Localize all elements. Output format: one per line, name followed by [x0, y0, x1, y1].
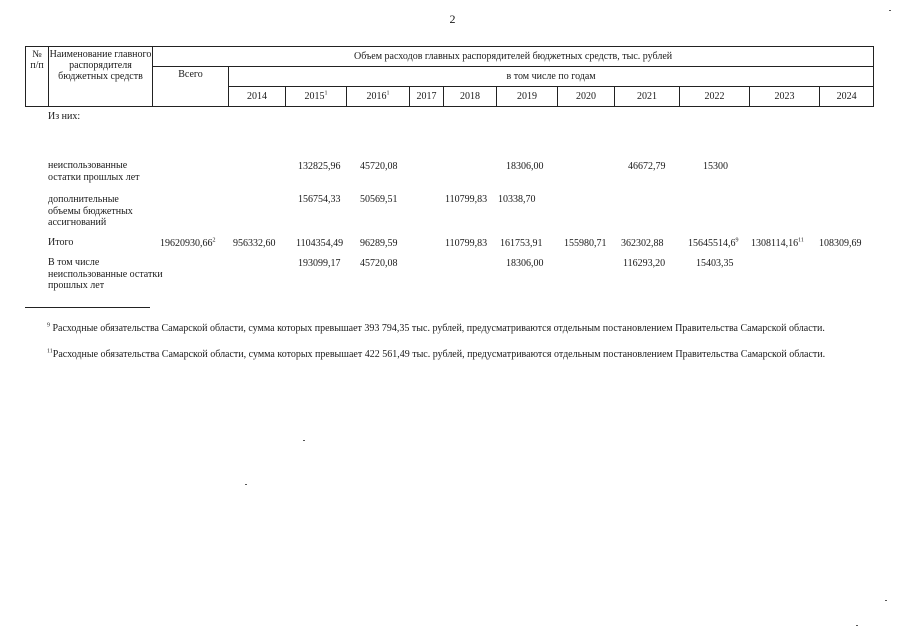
year-2019: 2019	[497, 87, 558, 107]
year-2024: 2024	[820, 87, 874, 107]
footnote-separator	[25, 307, 150, 308]
additional-2018: 110799,83	[445, 194, 488, 205]
row-label-iz-nikh: Из них:	[48, 111, 81, 122]
additional-2015: 156754,33	[298, 194, 341, 205]
year-2023: 2023	[750, 87, 820, 107]
row-label-additional: дополнительные объемы бюджетных ассигнований	[48, 194, 133, 228]
unused-2021: 46672,79	[628, 161, 666, 172]
incl-unused-2015: 193099,17	[298, 258, 341, 269]
year-2018: 2018	[444, 87, 497, 107]
scan-speck	[303, 440, 305, 441]
page-number: 2	[449, 12, 456, 26]
scan-speck	[856, 625, 858, 626]
year-2016: 2016$^1$	[347, 87, 410, 107]
incl-unused-2021: 116293,20	[623, 258, 666, 269]
year-2022: 2022	[680, 87, 750, 107]
incl-unused-2022: 15403,35	[696, 258, 734, 269]
total-2020: 155980,71	[564, 238, 607, 249]
unused-2016: 45720,08	[360, 161, 398, 172]
scan-speck	[245, 484, 247, 485]
scan-speck	[885, 600, 887, 601]
year-2021: 2021	[615, 87, 680, 107]
row-label-incl-unused: В том числе неиспользованные остатки прошлых лет	[48, 257, 163, 291]
scan-speck	[889, 10, 891, 11]
header-name: Наименование главного распорядителя бюджетных средств	[49, 47, 153, 107]
total-2014: 956332,60	[233, 238, 276, 249]
total-all: 19620930,66$^2$	[160, 237, 216, 249]
incl-unused-2019: 18306,00	[506, 258, 544, 269]
total-2021: 362302,88	[621, 238, 664, 249]
total-2024: 108309,69	[819, 238, 862, 249]
year-2020: 2020	[558, 87, 615, 107]
total-2022: 15645514,6$^9$	[688, 237, 739, 249]
unused-2022: 15300	[703, 161, 728, 172]
footnote-9: $^9$ Расходные обязательства Самарской области, сумма которых превышает 393 794,35 тыс. рублей, предусматриваются отдельным постановлением Правительства Самарской области.	[47, 322, 825, 334]
total-2023: 1308114,16$^{11}$	[751, 237, 804, 249]
additional-2019: 10338,70	[498, 194, 536, 205]
header-expense-title: Объем расходов главных распорядителей бюджетных средств, тыс. рублей	[153, 47, 874, 67]
header-num: № п/п	[26, 47, 49, 107]
row-label-unused: неиспользованные остатки прошлых лет	[48, 160, 140, 183]
header-total: Всего	[153, 67, 229, 107]
budget-header-table	[25, 46, 874, 107]
incl-unused-2016: 45720,08	[360, 258, 398, 269]
year-2015: 2015$^1$	[286, 87, 347, 107]
total-2018: 110799,83	[445, 238, 488, 249]
header-by-years: в том числе по годам	[229, 67, 874, 87]
total-2019: 161753,91	[500, 238, 543, 249]
additional-2016: 50569,51	[360, 194, 398, 205]
year-2014: 2014	[229, 87, 286, 107]
unused-2015: 132825,96	[298, 161, 341, 172]
total-2015: 1104354,49	[296, 238, 344, 249]
total-2016: 96289,59	[360, 238, 398, 249]
footnote-11: $^{11}$Расходные обязательства Самарской области, сумма которых превышает 422 561,49 тыс. рублей, предусматриваются отдельным постановлением Правительства Самарской области.	[47, 348, 826, 360]
unused-2019: 18306,00	[506, 161, 544, 172]
year-2017: 2017	[410, 87, 444, 107]
row-label-total: Итого	[48, 237, 74, 248]
